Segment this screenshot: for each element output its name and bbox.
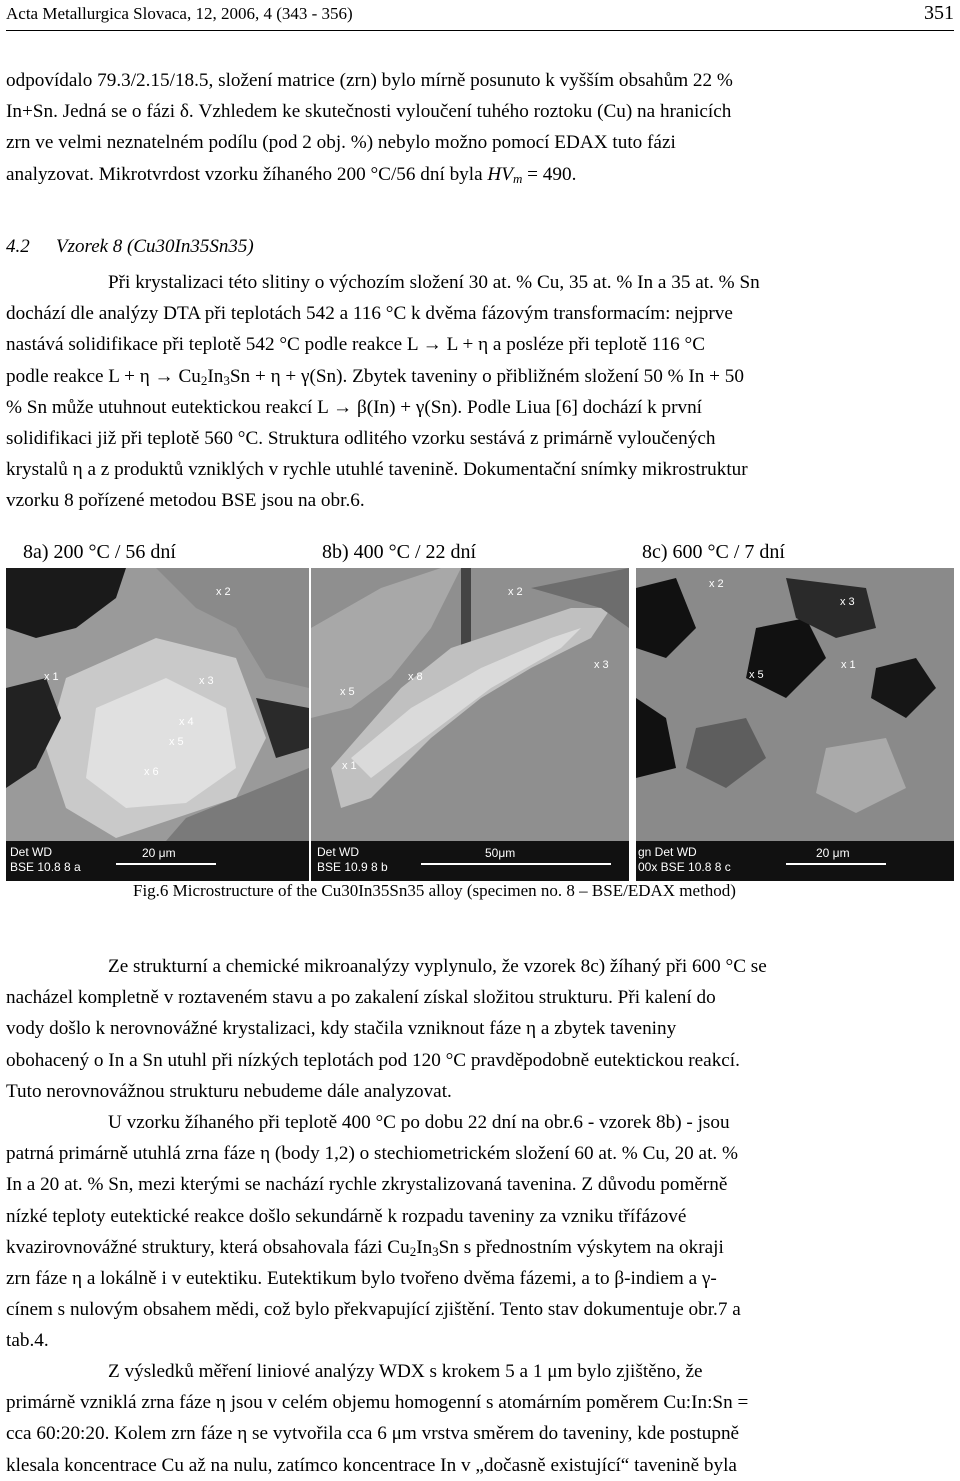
figure-caption-8c: 8c) 600 °C / 7 dní bbox=[642, 541, 785, 563]
scale-bar-label: 20 μm bbox=[816, 846, 850, 860]
point-label: x 5 bbox=[340, 686, 355, 698]
text-line: In bbox=[416, 1236, 433, 1258]
text-line: Sn s přednostním výskytem na okraji bbox=[438, 1236, 724, 1258]
point-label: x 8 bbox=[408, 671, 423, 683]
paragraph-wdx bbox=[6, 1356, 954, 1481]
sem-databar bbox=[636, 841, 954, 881]
intro-line: zrn ve velmi neznatelném podílu (pod 2 obj. %) nebylo možno pomocí EDAX tuto fázi bbox=[6, 132, 676, 154]
hardness-symbol: HV bbox=[487, 163, 513, 185]
text-line: Ze strukturní a chemické mikroanalýzy vyplynulo, že vzorek 8c) žíhaný při 600 °C se bbox=[108, 956, 767, 977]
section-number: 4.2 bbox=[6, 236, 30, 257]
subscript: 3 bbox=[223, 372, 230, 388]
text-line: primárně vzniklá zrna fáze η jsou v celém objemu homogenní s atomárním poměrem Cu:In:Sn = bbox=[6, 1392, 749, 1414]
hardness-subscript: m bbox=[512, 170, 523, 186]
scale-bar bbox=[421, 863, 611, 865]
text-line: Sn + η + γ(Sn). Zbytek taveniny o přibližném složení 50 % In + 50 bbox=[229, 365, 744, 387]
text-line: Při krystalizaci této slitiny o výchozím složení 30 at. % Cu, 35 at. % In a 35 at. % Sn bbox=[108, 272, 760, 293]
text-line: Z výsledků měření liniové analýzy WDX s krokem 5 a 1 μm bylo zjištěno, že bbox=[108, 1361, 703, 1382]
point-label: x 5 bbox=[169, 736, 184, 748]
hardness-value: = 490. bbox=[522, 163, 577, 185]
micrograph-8c-image bbox=[636, 568, 954, 881]
sem-databar bbox=[311, 841, 629, 881]
figure-caption: Fig.6 Microstructure of the Cu30In35Sn35 alloy (specimen no. 8 – BSE/EDAX method) bbox=[133, 881, 736, 900]
scale-bar-label: 50μm bbox=[485, 846, 516, 860]
text-line: podle reakce L + η → Cu bbox=[6, 365, 201, 387]
running-header bbox=[6, 2, 954, 28]
text-line: cca 60:20:20. Kolem zrn fáze η se vytvořila cca 6 μm vrstva směrem do taveniny, kde postupně bbox=[6, 1423, 740, 1445]
point-label: x 3 bbox=[840, 596, 855, 608]
text-line: In a 20 at. % Sn, mezi kterými se nachází rychle zkrystalizovaná tavenina. Z důvodu poměrně bbox=[6, 1174, 728, 1196]
sem-info: BSE 10.8 8 a bbox=[10, 860, 81, 874]
text-line: solidifikaci již při teplotě 560 °C. Struktura odlitého vzorku sestává z primárně vyloučených bbox=[6, 428, 716, 450]
text-line: Tuto nerovnovážnou strukturu nebudeme dále analyzovat. bbox=[6, 1080, 452, 1102]
point-label: x 1 bbox=[44, 671, 59, 683]
point-label: x 6 bbox=[144, 766, 159, 778]
text-line: nacházel kompletně v roztaveném stavu a po zakalení získal složitou strukturu. Při kalení do bbox=[6, 987, 716, 1009]
paragraph-sample-400 bbox=[6, 1107, 954, 1357]
text-line: dochází dle analýzy DTA při teplotách 542 a 116 °C k dvěma fázovým transformacím: nejprve bbox=[6, 303, 733, 325]
text-line: cínem s nulovým obsahem mědi, což bylo překvapující zjištění. Tento stav dokumentuje obr.7 a bbox=[6, 1299, 741, 1321]
text-line: In bbox=[207, 365, 224, 387]
figure-caption-8a: 8a) 200 °C / 56 dní bbox=[23, 541, 176, 563]
section-heading bbox=[6, 236, 254, 258]
intro-paragraph bbox=[6, 65, 954, 190]
point-label: x 3 bbox=[594, 659, 609, 671]
sem-info: BSE 10.9 8 b bbox=[317, 860, 388, 874]
text-line: zrn fáze η a lokálně i v eutektiku. Eutektikum bylo tvořeno dvěma fázemi, a to β-indiem a γ- bbox=[6, 1268, 717, 1290]
micrograph-8b bbox=[311, 568, 629, 881]
text-line: % Sn může utuhnout eutektickou reakcí L → β(In) + γ(Sn). Podle Liua [6] dochází k první bbox=[6, 396, 703, 418]
subscript: 2 bbox=[200, 372, 208, 388]
point-label: x 1 bbox=[342, 760, 357, 772]
text-line: nastává solidifikace při teplotě 542 °C podle reakce L → L + η a posléze při teplotě 116 °C bbox=[6, 334, 706, 356]
text-line: U vzorku žíhaného při teplotě 400 °C po dobu 22 dní na obr.6 - vzorek 8b) - jsou bbox=[108, 1112, 730, 1133]
section-title: Vzorek 8 (Cu30In35Sn35) bbox=[56, 236, 254, 257]
text-line: patrná primárně utuhlá zrna fáze η (body 1,2) o stechiometrickém složení 60 at. % Cu, 20 at. % bbox=[6, 1143, 738, 1165]
micrograph-8a-image bbox=[6, 568, 309, 881]
scale-bar bbox=[116, 863, 216, 865]
sem-databar bbox=[6, 841, 309, 881]
figure-caption-8b: 8b) 400 °C / 22 dní bbox=[322, 541, 477, 563]
text-line: krystalů η a z produktů vzniklých v rychle utuhlé tavenině. Dokumentační snímky mikrostruktur bbox=[6, 459, 748, 481]
point-label: x 2 bbox=[216, 586, 231, 598]
sem-detector-label: Det WD bbox=[10, 845, 52, 859]
subscript: 3 bbox=[432, 1243, 439, 1259]
scale-bar-label: 20 μm bbox=[142, 846, 176, 860]
point-label: x 2 bbox=[508, 586, 523, 598]
intro-line: analyzovat. Mikrotvrdost vzorku žíhaného 200 °C/56 dní byla bbox=[6, 163, 488, 185]
paragraph-crystallization bbox=[6, 267, 954, 517]
point-label: x 5 bbox=[749, 669, 764, 681]
header-rule bbox=[6, 30, 954, 31]
micrograph-8a bbox=[6, 568, 309, 881]
page-number: 351 bbox=[924, 2, 954, 24]
paragraph-structure bbox=[6, 951, 954, 1107]
text-line: obohacený o In a Sn utuhl při nízkých teplotách pod 120 °C pravděpodobně eutektickou reakcí. bbox=[6, 1049, 740, 1071]
text-line: vody došlo k nerovnovážné krystalizaci, kdy stačila vzniknout fáze η a zbytek taveniny bbox=[6, 1018, 677, 1040]
point-label: x 2 bbox=[709, 578, 724, 590]
intro-line: In+Sn. Jedná se o fázi δ. Vzhledem ke skutečnosti vyloučení tuhého roztoku (Cu) na hranicích bbox=[6, 101, 732, 123]
micrograph-8c bbox=[636, 568, 954, 881]
sem-detector-label: gn Det WD bbox=[638, 845, 697, 859]
text-line: tab.4. bbox=[6, 1330, 49, 1352]
sem-info: 00x BSE 10.8 8 c bbox=[638, 860, 731, 874]
scale-bar bbox=[786, 863, 886, 865]
intro-line: odpovídalo 79.3/2.15/18.5, složení matrice (zrn) bylo mírně posunuto k vyšším obsahům 22 % bbox=[6, 70, 733, 91]
text-line: klesala koncentrace Cu až na nulu, zatímco koncentrace In v „dočasně existující“ tavenině byla bbox=[6, 1454, 737, 1476]
point-label: x 1 bbox=[841, 659, 856, 671]
subscript: 2 bbox=[409, 1243, 417, 1259]
point-label: x 4 bbox=[179, 716, 194, 728]
text-line: kvazirovnovážné struktury, která obsahovala fázi Cu bbox=[6, 1236, 410, 1258]
text-line: vzorku 8 pořízené metodou BSE jsou na obr.6. bbox=[6, 490, 365, 512]
text-line: nízké teploty eutektické reakce došlo sekundárně k rozpadu taveniny za vzniku třífázové bbox=[6, 1205, 687, 1227]
sem-detector-label: Det WD bbox=[317, 845, 359, 859]
point-label: x 3 bbox=[199, 675, 214, 687]
micrograph-8b-image bbox=[311, 568, 629, 881]
journal-reference: Acta Metallurgica Slovaca, 12, 2006, 4 (343 - 356) bbox=[6, 4, 353, 23]
